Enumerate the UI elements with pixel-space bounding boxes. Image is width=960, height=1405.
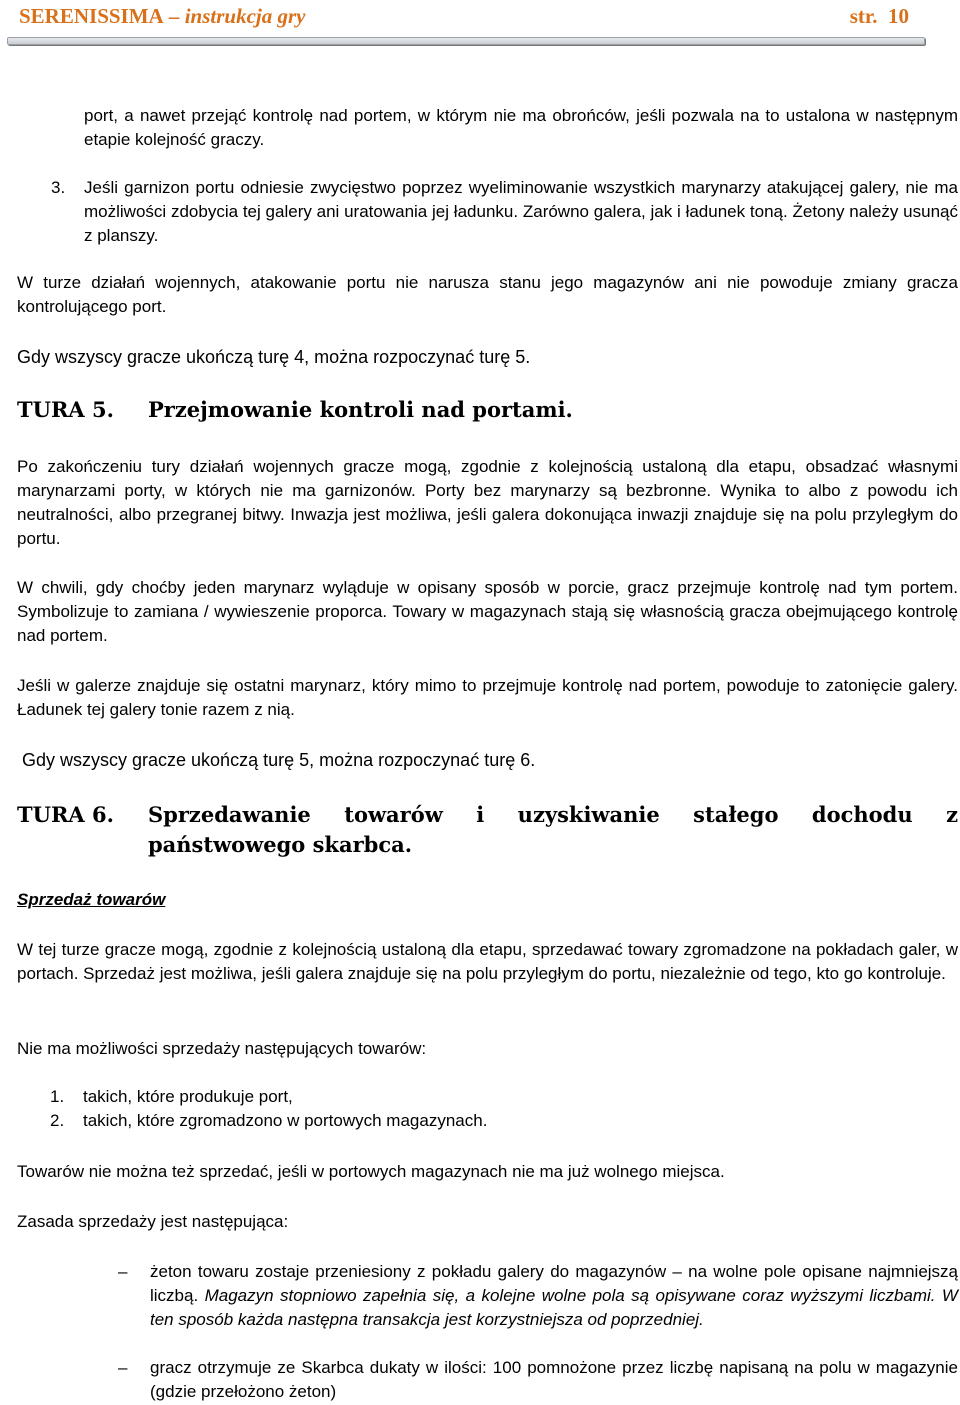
- header-page-number: [850, 4, 909, 29]
- subheading-sale: Sprzedaż towarów: [17, 890, 166, 909]
- header-title-sep: –: [163, 4, 185, 28]
- bullet-dash: –: [118, 1262, 128, 1281]
- list-item: [17, 1085, 917, 1109]
- header-title: [19, 4, 306, 29]
- paragraph-continuation: port, a nawet przejąć kontrolę nad portem, w którym nie ma obrońców, jeśli pozwala na to ustalona w następnym etapie kolejność graczy.: [84, 106, 958, 149]
- list-item-3-text: [84, 176, 958, 248]
- list-item-text: takich, które produkuje port,: [83, 1087, 293, 1106]
- header-title-main: SERENISSIMA: [19, 4, 164, 28]
- paragraph-war-turn: W turze działań wojennych, atakowanie portu nie narusza stanu jego magazynów ani nie powoduje zmiany gracza kontrolującego port.: [17, 273, 958, 316]
- list-item-text: takich, które zgromadzono w portowych magazynach.: [83, 1111, 488, 1130]
- bullet-text: gracz otrzymuje ze Skarbca dukaty w ilości: 100 pomnożone przez liczbę napisaną na polu w magazynie (gdzie przełożono żeton): [150, 1358, 958, 1401]
- heading-tura-5-label: TURA 5.: [17, 397, 114, 422]
- header-title-sub: instrukcja gry: [184, 4, 306, 28]
- paragraph-sinking: Jeśli w galerze znajduje się ostatni marynarz, który mimo to przejmuje kontrolę nad portem, powoduje to zatonięcie galery. Ładunek tej galery tonie razem z nią.: [17, 676, 958, 719]
- paragraph-turn5-start: Gdy wszyscy gracze ukończą turę 4, można rozpoczynać turę 5.: [17, 347, 531, 367]
- paragraph-sale-rules: W tej turze gracze mogą, zgodnie z kolejnością ustaloną dla etapu, sprzedawać towary zgromadzone na pokładach galer, w portach. Sprzedaż jest możliwa, jeśli galera znajduje się na polu przyległym do portu, niezależnie od tego, kto go kontroluje.: [17, 940, 958, 983]
- list-item-number: 2.: [50, 1111, 65, 1130]
- page-prefix: str.: [849, 4, 878, 28]
- heading-tura-6-title: Sprzedawanie towarów i uzyskiwanie stałego dochodu z państwowego skarbca.: [148, 802, 958, 857]
- paragraph-sale-restrictions: Nie ma możliwości sprzedaży następujących towarów:: [17, 1039, 427, 1058]
- list-item-3-body: Jeśli garnizon portu odniesie zwycięstwo poprzez wyeliminowanie wszystkich marynarzy atakującej galery, nie ma możliwości zdobycia tej galery ani uratowania jej ładunku. Zarówno galera, jak i ładunek toną.: [84, 178, 958, 221]
- bullet-dash: –: [118, 1358, 128, 1377]
- page-header: [17, 4, 927, 28]
- paragraph-control: W chwili, gdy choćby jeden marynarz wyląduje w opisany sposób w porcie, gracz przejmuje kontrolę nad tym portem. Symbolizuje to zamiana / wywieszenie proporca. Towary w magazynach stają się własnością gracza obejmującego kontrolę nad portem.: [17, 578, 958, 645]
- bullet-text: [150, 1260, 958, 1332]
- list-item: [17, 1109, 917, 1133]
- paragraph-turn6-start: Gdy wszyscy gracze ukończą turę 5, można rozpoczynać turę 6.: [22, 750, 536, 770]
- paragraph-sale-principle: Zasada sprzedaży jest następująca:: [17, 1212, 289, 1231]
- list-item-3-number: 3.: [51, 178, 66, 197]
- paragraph-no-space: Towarów nie można też sprzedać, jeśli w portowych magazynach nie ma już wolnego miejsca.: [17, 1162, 725, 1181]
- bullet-text-italic: Magazyn stopniowo zapełnia się, a kolejne wolne pola są opisywane coraz wyższymi liczbami. W ten sposób każda następna transakcja jest korzystniejsza od poprzedniej.: [150, 1286, 958, 1329]
- heading-tura-5-title: Przejmowanie kontroli nad portami.: [148, 397, 573, 422]
- paragraph-occupation: Po zakończeniu tury działań wojennych gracze mogą, zgodnie z kolejnością ustaloną dla etapu, obsadzać własnymi marynarzami porty, w których nie ma garnizonów. Porty bez marynarzy są bezbronne. Wynika to albo z powodu ich neutralności, albo przegranej bitwy. Inwazja jest możliwa, jeśli galera dokonująca inwazji znajduje się na polu przyległym do portu.: [17, 457, 958, 548]
- page-num: 10: [888, 4, 909, 28]
- bullet-text-plain: żeton towaru zostaje przeniesiony z pokładu galery do magazynów – na wolne pole opisane najmniejszą liczbą.: [150, 1262, 958, 1305]
- header-rule: [7, 37, 925, 45]
- list-item-number: 1.: [50, 1087, 65, 1106]
- heading-tura-6: [17, 800, 958, 864]
- heading-tura-6-label: TURA 6.: [17, 802, 114, 827]
- heading-tura-5: [17, 395, 958, 427]
- list-item-3-emphasis: Żetony należy usunąć z planszy.: [84, 202, 958, 245]
